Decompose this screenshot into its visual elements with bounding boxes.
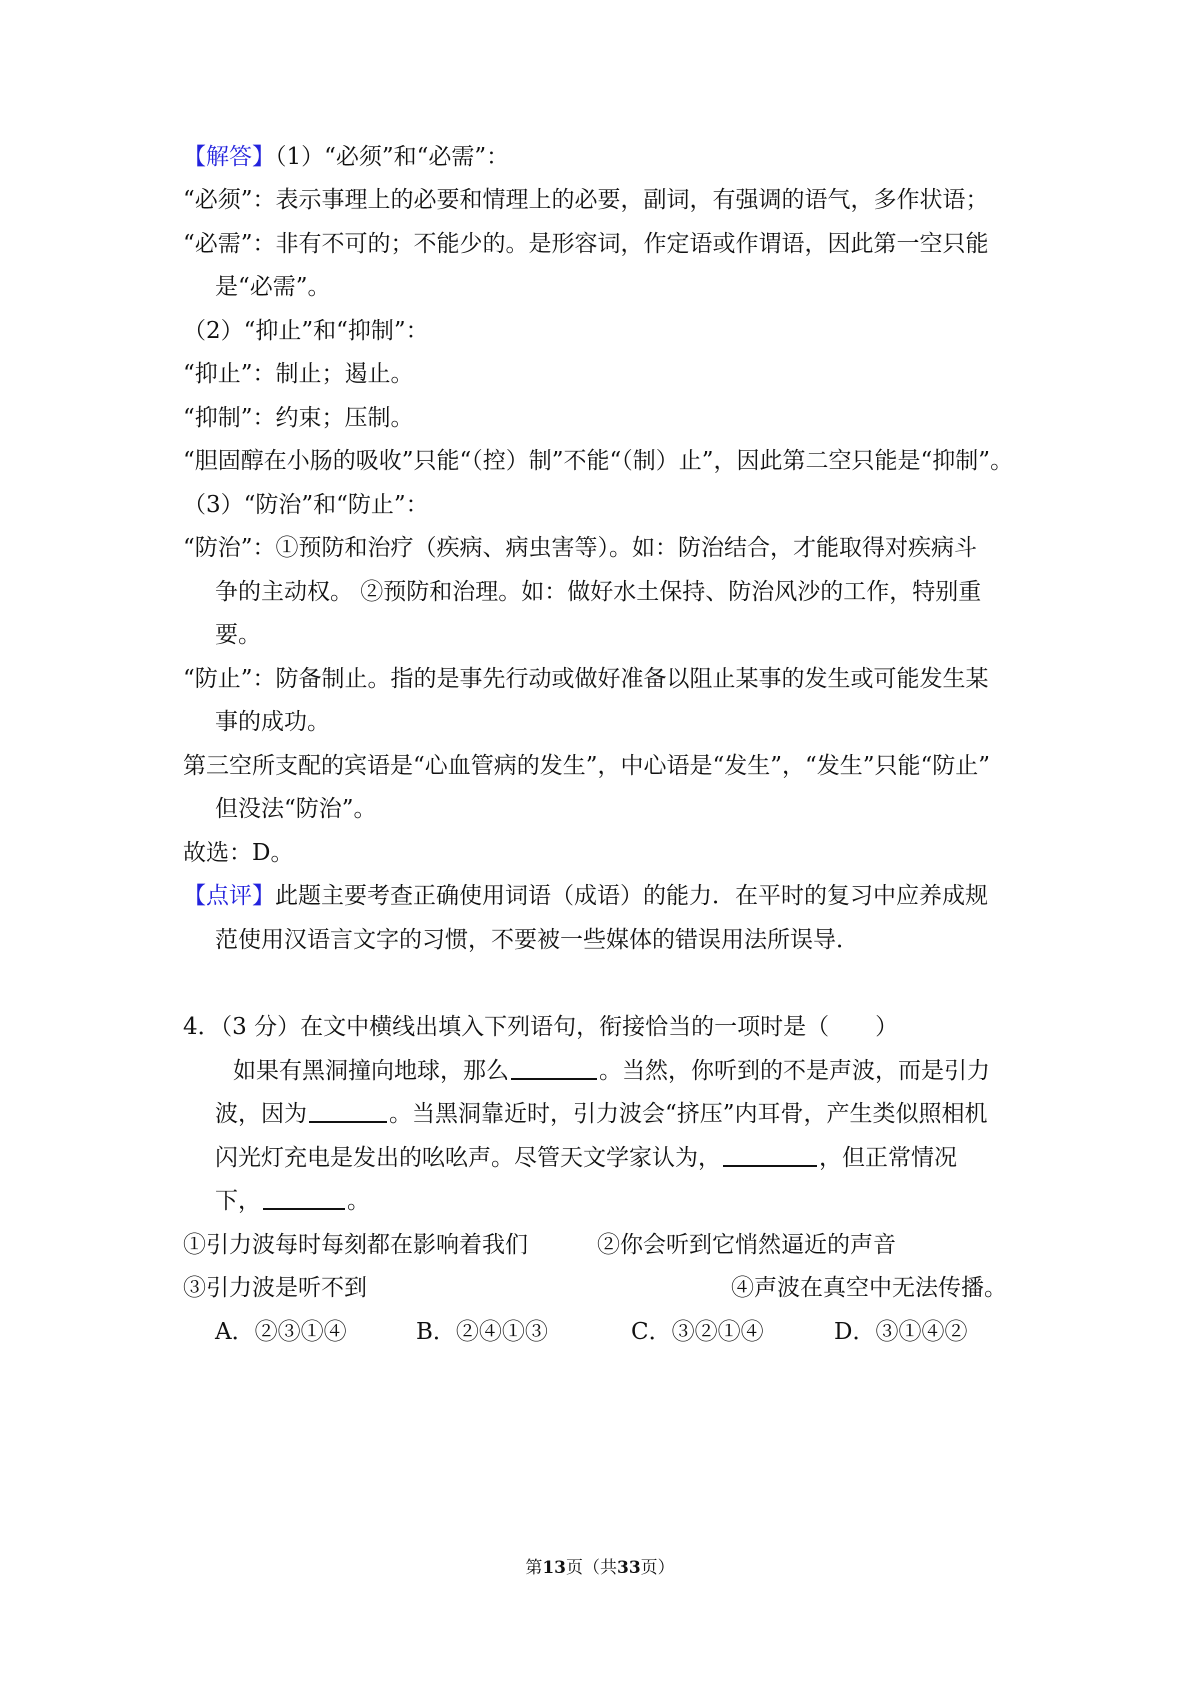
option-c: C．③②①④ xyxy=(631,1319,764,1345)
answer-line-2: “必须”：表示事理上的必要和情理上的必要，副词，有强调的语气，多作状语； xyxy=(183,187,989,213)
question-4-passage-1: 如果有黑洞撞向地球，那么 。当然，你听到的不是声波，而是引力 xyxy=(233,1058,990,1084)
question-4-passage-2: 波，因为 。当黑洞靠近时，引力波会“挤压”内耳骨，产生类似照相机 xyxy=(215,1101,988,1127)
answer-line-10: “防治”：①预防和治疗（疾病、病虫害等）。如：防治结合，才能取得对疾病斗 xyxy=(183,535,978,561)
comment-label: 【点评】 xyxy=(183,883,275,909)
answer-line-11: 争的主动权。 ②预防和治理。如：做好水土保持、防治风沙的工作，特别重 xyxy=(215,579,982,605)
question-4-stem: 4．（3 分）在文中横线出填入下列语句，衔接恰当的一项时是（ ） xyxy=(183,1014,899,1040)
page-total: 33 xyxy=(617,1558,641,1578)
option-a: A．②③①④ xyxy=(215,1319,347,1345)
blank-4 xyxy=(263,1186,345,1210)
sentence-4: ④声波在真空中无法传播。 xyxy=(731,1275,1007,1301)
blank-2 xyxy=(309,1099,387,1123)
sentence-3: ③引力波是听不到 xyxy=(183,1275,367,1301)
question-4-passage-4: 下， 。 xyxy=(215,1188,370,1214)
answer-label: 【解答】 xyxy=(183,144,275,170)
question-4-passage-3: 闪光灯充电是发出的吆吆声。尽管天文学家认为， ，但正常情况 xyxy=(215,1145,957,1171)
answer-line-4: 是“必需”。 xyxy=(215,274,331,300)
blank-3 xyxy=(723,1143,817,1167)
answer-line-13: “防止”：防备制止。指的是事先行动或做好准备以阻止某事的发生或可能发生某 xyxy=(183,666,989,692)
option-b: B．②④①③ xyxy=(416,1319,548,1345)
answer-line-1: 【解答】（1）“必须”和“必需”： xyxy=(183,144,510,170)
answer-line-16: 但没法“防治”。 xyxy=(215,796,377,822)
comment-line-1: 【点评】此题主要考查正确使用词语（成语）的能力．在平时的复习中应养成规 xyxy=(183,883,988,909)
answer-line-6: “抑止”：制止；遏止。 xyxy=(183,361,414,387)
answer-line-14: 事的成功。 xyxy=(215,709,330,735)
blank-1 xyxy=(511,1056,597,1080)
answer-line-7: “抑制”：约束；压制。 xyxy=(183,405,414,431)
answer-conclusion: 故选：D。 xyxy=(183,840,294,866)
answer-line-15: 第三空所支配的宾语是“心血管病的发生”，中心语是“发生”，“发生”只能“防止” xyxy=(183,753,991,779)
comment-line-2: 范使用汉语言文字的习惯，不要被一些媒体的错误用法所误导． xyxy=(215,927,859,953)
sentence-2: ②你会听到它悄然逼近的声音 xyxy=(597,1232,896,1258)
answer-line-5: （2）“抑止”和“抑制”： xyxy=(183,318,429,344)
answer-line-9: （3）“防治”和“防止”： xyxy=(183,492,429,518)
page-footer: 第13页（共33页） xyxy=(525,1558,675,1578)
answer-line-12: 要。 xyxy=(215,622,261,648)
answer-line-3: “必需”：非有不可的；不能少的。是形容词，作定语或作谓语，因此第一空只能 xyxy=(183,231,989,257)
sentence-1: ①引力波每时每刻都在影响着我们 xyxy=(183,1232,528,1258)
option-d: D．③①④② xyxy=(834,1319,968,1345)
answer-line-8: “胆固醇在小肠的吸收”只能“（控）制”不能“（制）止”，因此第二空只能是“抑制”。 xyxy=(183,448,1014,474)
page-number: 13 xyxy=(542,1558,566,1578)
